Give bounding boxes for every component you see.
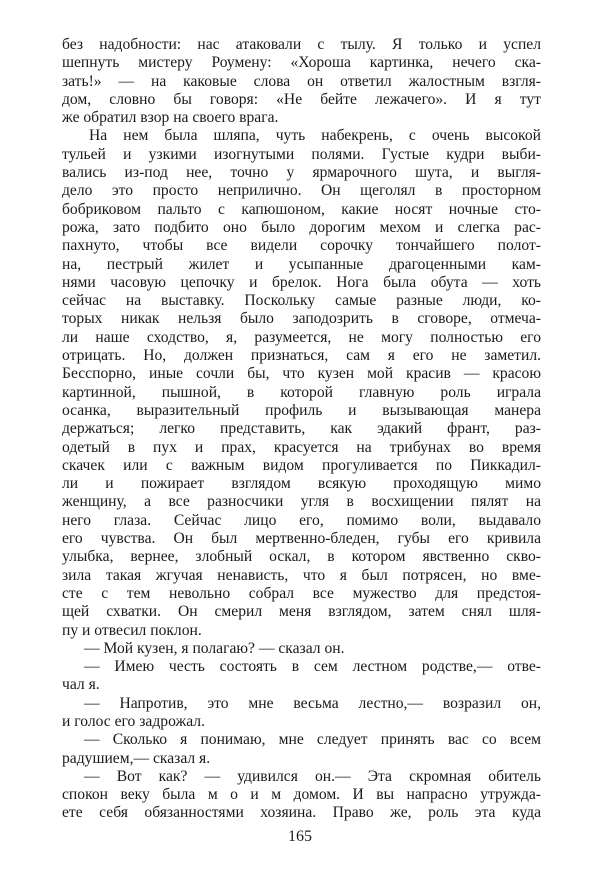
text-line: картинной, пышной, в которой главную роль играла [62, 383, 541, 401]
text-line: отрицать. Но, должен признаться, сам я его не заметил. [62, 347, 541, 365]
text-line: — Мой кузен, я полагаю? — сказал он. [84, 639, 345, 657]
page-number: 165 [288, 828, 312, 845]
text-line: рожа, зато подбито оно было дорогим мехом и слегка рас- [62, 218, 541, 236]
text-line: одетый в пух и прах, красуется на трибунах во время [62, 438, 541, 456]
text-line: ли наше сходство, я, разумеется, не могу полностью его [62, 328, 541, 346]
dialogue-paragraph [62, 695, 541, 732]
dialogue-paragraph [62, 658, 541, 695]
text-line: На нем была шляпа, чуть набекрень, с очень высокой [89, 127, 541, 145]
dialogue-paragraph [62, 640, 541, 658]
text-line: тульей и узкими изогнутыми полями. Густые кудри выби- [62, 145, 541, 163]
text-line: ете себя обязанностями хозяина. Право же, роль эта куда [62, 804, 541, 822]
text-line: сейчас на выставку. Поскольку самые разные люди, ко- [62, 292, 541, 310]
text-line: держаться; легко представить, как эдакий франт, раз- [62, 420, 541, 438]
text-line: нями часовую цепочку и брелок. Нога была обута — хоть [62, 273, 541, 291]
text-line: женщину, а все разносчики угля в восхищении пялят на [62, 493, 541, 511]
text-line: радушием,— сказал я. [62, 749, 211, 767]
text-line: него глаза. Сейчас лицо его, помимо воли, выдавало [62, 511, 541, 529]
text-line: — Сколько я понимаю, мне следует принять вас со всем [84, 731, 541, 749]
text-line: скачек или с важным видом прогуливается по Пиккадил- [62, 456, 541, 474]
text-line: — Имею честь состоять в сем лестном родстве,— отве- [84, 658, 541, 676]
text-line: бобриковом пальто с капюшоном, какие носят ночные сто- [62, 200, 541, 218]
paragraph [62, 127, 541, 639]
page-text [62, 36, 541, 823]
text-line: торых никак нельзя было заподозрить в сговоре, отмеча- [62, 310, 541, 328]
text-line: дело это просто неприлично. Он щеголял в просторном [62, 182, 541, 200]
paragraph [62, 36, 541, 127]
text-line: без надобности: нас атаковали с тылу. Я только и успел [62, 36, 541, 53]
text-line: его чувства. Он был мертвенно-бледен, губы его кривила [62, 530, 541, 548]
text-line: дом, словно бы говоря: «Не бейте лежачего». И я тут [62, 90, 541, 108]
text-line: — Напротив, это мне весьма лестно,— возразил он, [84, 694, 541, 712]
text-line: зать!» — на каковые слова он ответил жалостным взгля- [62, 72, 541, 90]
text-line: улыбка, вернее, злобный оскал, в котором явственно скво- [62, 548, 541, 566]
text-line: шепнуть мистеру Роумену: «Хороша картинка, нечего ска- [62, 54, 541, 72]
text-line: щей схватки. Он смерил меня взглядом, затем снял шля- [62, 603, 541, 621]
dialogue-paragraph [62, 731, 541, 768]
text-line: же обратил взор на своего врага. [62, 109, 279, 127]
text-line: Бесспорно, иные сочли бы, что кузен мой красив — красою [62, 365, 541, 383]
text-line: сте с тем невольно собрал все мужество для предстоя- [62, 584, 541, 602]
text-line: осанка, выразительный профиль и вызывающая манера [62, 401, 541, 419]
text-line: зила такая жгучая ненависть, что я был потрясен, но вме- [62, 566, 541, 584]
text-line: ли и пожирает взглядом всякую проходящую мимо [62, 475, 541, 493]
text-line: и голос его задрожал. [62, 712, 205, 730]
text-line: пахнуто, чтобы все видели сорочку тончайшего полот- [62, 237, 541, 255]
text-line: — Вот как? — удивился он.— Эта скромная обитель [84, 767, 541, 785]
text-line: спокон веку была м о и м домом. И вы напрасно утружда- [62, 786, 541, 804]
dialogue-paragraph [62, 768, 541, 823]
text-line: чал я. [62, 676, 100, 694]
text-line: на, пестрый жилет и усыпанные драгоценными кам- [62, 255, 541, 273]
text-line: вались из-под нее, точно у ярмарочного шута, и выгля- [62, 164, 541, 182]
text-line: пу и отвесил поклон. [62, 621, 202, 639]
